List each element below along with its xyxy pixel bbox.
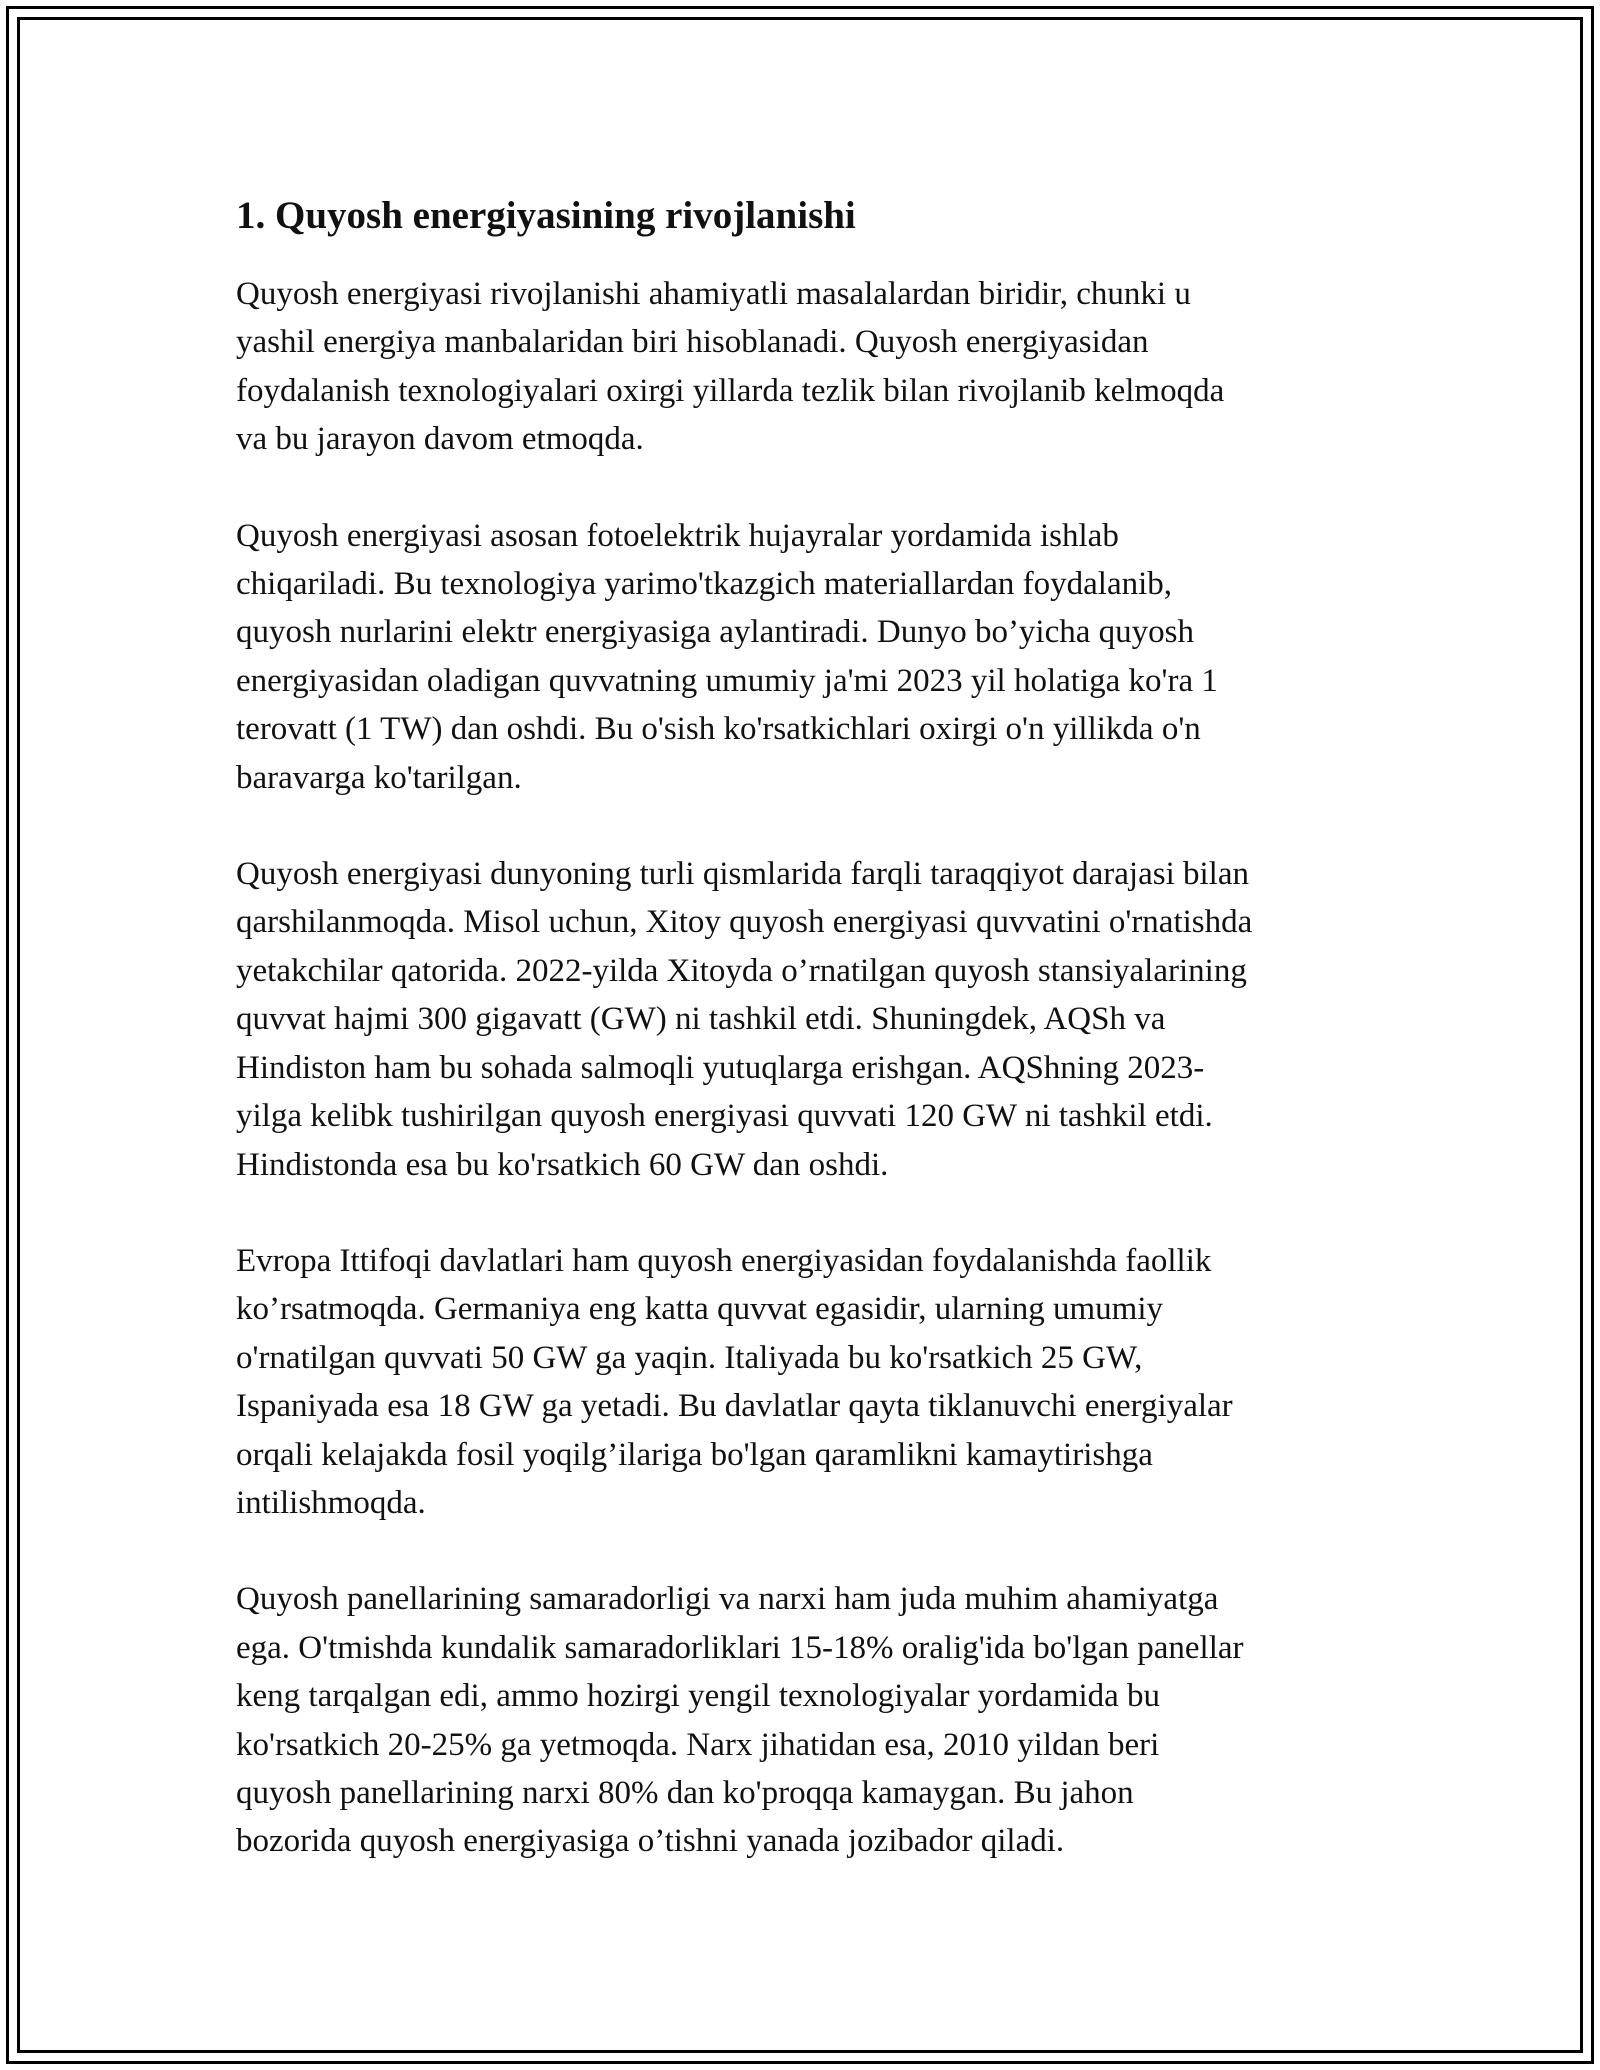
text-line: yetakchilar qatorida. 2022-yilda Xitoyda o’rnatilgan quyosh stansiyalarining	[236, 952, 1247, 989]
paragraph-2	[236, 512, 1386, 802]
text-line: quyosh nurlarini elektr energiyasiga aylantiradi. Dunyo bo’yicha quyosh	[236, 614, 1194, 651]
text-line: Quyosh panellarining samaradorligi va narxi ham juda muhim ahamiyatga	[236, 1581, 1219, 1618]
text-line: quvvat hajmi 300 gigavatt (GW) ni tashkil etdi. Shuningdek, AQSh va	[236, 1001, 1166, 1038]
text-line: foydalanish texnologiyalari oxirgi yillarda tezlik bilan rivojlanib kelmoqda	[236, 372, 1225, 409]
text-line: ko’rsatmoqda. Germaniya eng katta quvvat egasidir, ularning umumiy	[236, 1291, 1164, 1328]
text-line: keng tarqalgan edi, ammo hozirgi yengil texnologiyalar yordamida bu	[236, 1678, 1161, 1715]
document-body	[236, 188, 1386, 1914]
text-line: Evropa Ittifoqi davlatlari ham quyosh energiyasidan foydalanishda faollik	[236, 1242, 1212, 1279]
text-line: bozorida quyosh energiyasiga o’tishni yanada jozibador qiladi.	[236, 1823, 1065, 1860]
text-line: Quyosh energiyasi dunyoning turli qismlarida farqli taraqqiyot darajasi bilan	[236, 856, 1249, 893]
text-line: Ispaniyada esa 18 GW ga yetadi. Bu davlatlar qayta tiklanuvchi energiyalar	[236, 1388, 1233, 1425]
text-line: chiqariladi. Bu texnologiya yarimo'tkazgich materiallardan foydalanib,	[236, 566, 1173, 603]
section-heading: 1. Quyosh energiyasining rivojlanishi	[236, 194, 856, 237]
text-line: energiyasidan oladigan quvvatning umumiy ja'mi 2023 yil holatiga ko'ra 1	[236, 662, 1218, 699]
text-line: quyosh panellarining narxi 80% dan ko'proqqa kamaygan. Bu jahon	[236, 1774, 1134, 1811]
text-line: intilishmoqda.	[236, 1484, 426, 1521]
paragraph-1	[236, 270, 1386, 464]
text-line: baravarga ko'tarilgan.	[236, 759, 522, 796]
paragraph-5	[236, 1575, 1386, 1865]
paragraph-4	[236, 1237, 1386, 1527]
text-line: ko'rsatkich 20-25% ga yetmoqda. Narx jihatidan esa, 2010 yildan beri	[236, 1726, 1160, 1763]
text-line: Hindiston ham bu sohada salmoqli yutuqlarga erishgan. AQShning 2023-	[236, 1049, 1205, 1086]
text-line: Quyosh energiyasi asosan fotoelektrik hujayralar yordamida ishlab	[236, 517, 1119, 554]
text-line: yashil energiya manbalaridan biri hisoblanadi. Quyosh energiyasidan	[236, 324, 1149, 361]
text-line: yilga kelibk tushirilgan quyosh energiyasi quvvati 120 GW ni tashkil etdi.	[236, 1098, 1213, 1135]
text-line: va bu jarayon davom etmoqda.	[236, 421, 644, 458]
text-line: Hindistonda esa bu ko'rsatkich 60 GW dan oshdi.	[236, 1146, 889, 1183]
text-line: qarshilanmoqda. Misol uchun, Xitoy quyosh energiyasi quvvatini o'rnatishda	[236, 904, 1253, 941]
text-line: terovatt (1 TW) dan oshdi. Bu o'sish ko'rsatkichlari oxirgi o'n yillikda o'n	[236, 711, 1201, 748]
paragraph-3	[236, 850, 1386, 1189]
text-line: o'rnatilgan quvvati 50 GW ga yaqin. Italiyada bu ko'rsatkich 25 GW,	[236, 1339, 1143, 1376]
text-line: Quyosh energiyasi rivojlanishi ahamiyatli masalalardan biridir, chunki u	[236, 276, 1191, 312]
text-line: orqali kelajakda fosil yoqilg’ilariga bo'lgan qaramlikni kamaytirishga	[236, 1436, 1153, 1473]
text-line: ega. O'tmishda kundalik samaradorliklari 15-18% oralig'ida bo'lgan panellar	[236, 1629, 1244, 1666]
